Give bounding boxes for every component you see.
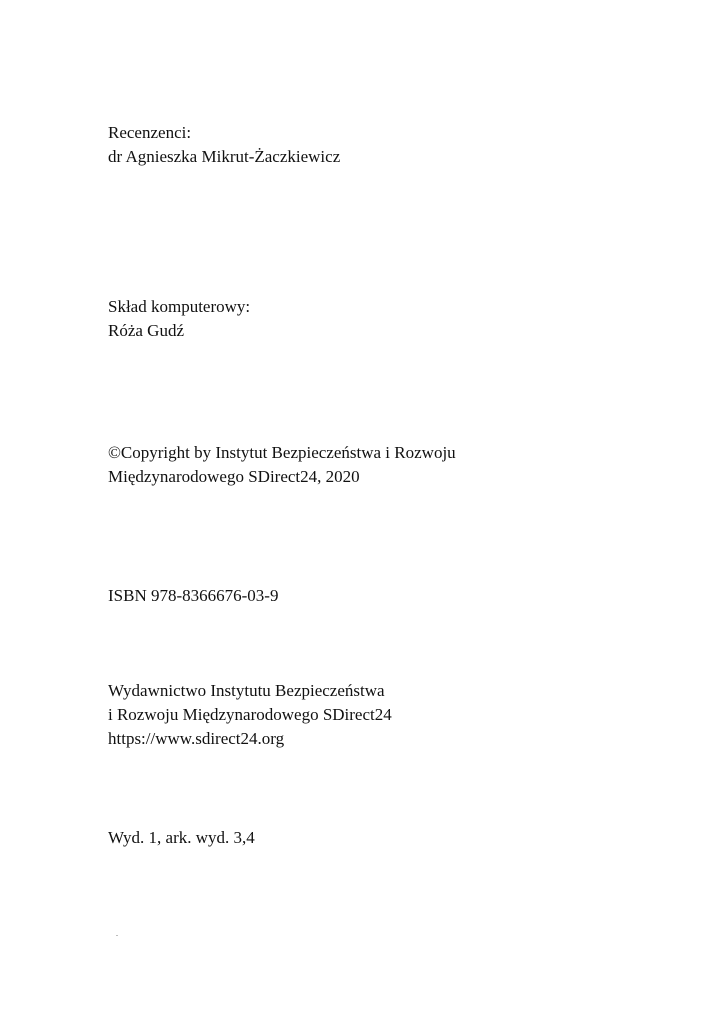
copyright-line-2: Międzynarodowego SDirect24, 2020 xyxy=(108,467,360,486)
typesetter-name: Róża Gudź xyxy=(108,321,185,340)
copyright-section xyxy=(108,441,456,489)
edition-section xyxy=(108,826,255,850)
typesetting-heading: Skład komputerowy: xyxy=(108,297,251,316)
publisher-line-1: Wydawnictwo Instytutu Bezpieczeństwa xyxy=(108,681,385,700)
publisher-url: https://www.sdirect24.org xyxy=(108,729,285,748)
publisher-line-2: i Rozwoju Międzynarodowego SDirect24 xyxy=(108,705,392,724)
isbn-number: ISBN 978-8366676-03-9 xyxy=(108,586,279,605)
copyright-line-1: ©Copyright by Instytut Bezpieczeństwa i Rozwoju xyxy=(108,443,456,462)
publisher-section xyxy=(108,679,392,751)
reviewers-section xyxy=(108,121,340,169)
typesetting-section xyxy=(108,295,250,343)
reviewers-heading: Recenzenci: xyxy=(108,123,192,142)
scan-speck xyxy=(116,935,118,936)
reviewer-name: dr Agnieszka Mikrut-Żaczkiewicz xyxy=(108,147,341,166)
edition-info: Wyd. 1, ark. wyd. 3,4 xyxy=(108,828,255,847)
isbn-section xyxy=(108,584,278,608)
